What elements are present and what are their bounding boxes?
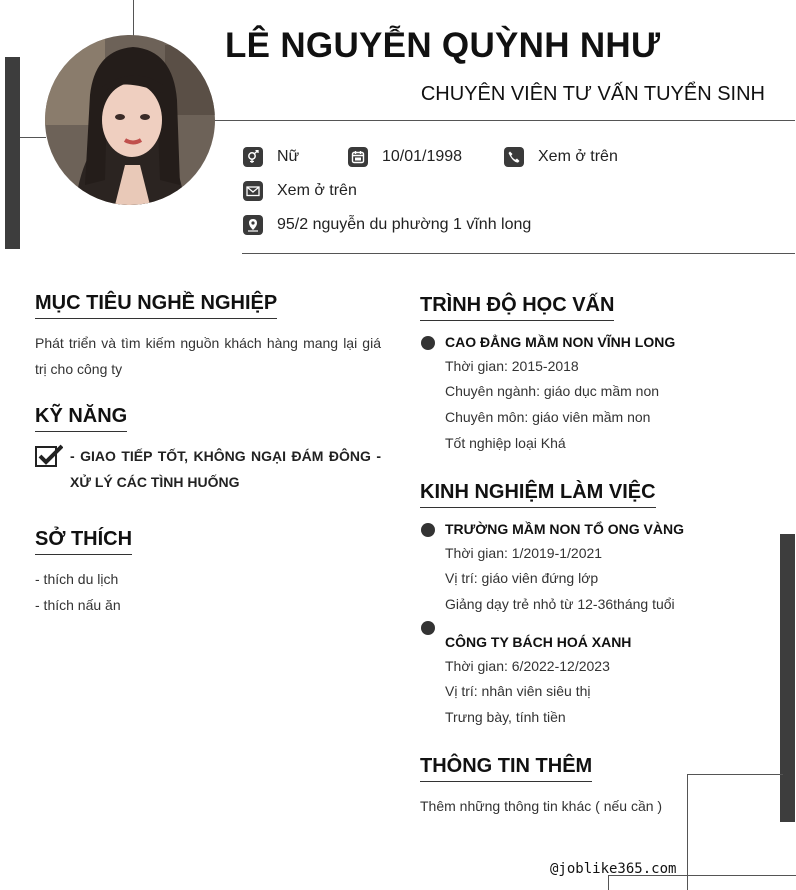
company-name: CÔNG TY BÁCH HOÁ XANH bbox=[445, 634, 632, 650]
gender-value: Nữ bbox=[277, 148, 300, 165]
birthday-value: 10/01/1998 bbox=[382, 148, 463, 165]
phone-icon bbox=[504, 147, 524, 167]
email-value: Xem ở trên bbox=[277, 182, 357, 199]
gender-icon bbox=[243, 147, 263, 167]
location-pin-icon bbox=[243, 215, 263, 235]
job-detail: Trưng bày, tính tiền bbox=[445, 709, 566, 725]
education-detail: Tốt nghiệp loại Khá bbox=[445, 435, 566, 451]
address-value: 95/2 nguyễn du phường 1 vĩnh long bbox=[277, 216, 532, 233]
timeline-bullet bbox=[421, 336, 435, 350]
job-detail: Thời gian: 6/2022-12/2023 bbox=[445, 658, 610, 674]
job-title: CHUYÊN VIÊN TƯ VẤN TUYỂN SINH bbox=[420, 83, 765, 105]
avatar bbox=[45, 35, 215, 205]
decorative-frame bbox=[608, 875, 796, 890]
checkbox-checked-icon bbox=[35, 444, 63, 468]
objective-title: MỤC TIÊU NGHỀ NGHIỆP bbox=[35, 292, 277, 319]
extra-info-text: Thêm những thông tin khác ( nếu cần ) bbox=[420, 798, 663, 814]
education-detail: Chuyên môn: giáo viên mầm non bbox=[445, 409, 651, 425]
top-divider-line bbox=[133, 0, 134, 36]
watermark: @joblike365.com bbox=[550, 861, 677, 877]
education-title: TRÌNH ĐỘ HỌC VẤN bbox=[420, 294, 614, 321]
candidate-name: LÊ NGUYỄN QUỲNH NHƯ bbox=[225, 26, 661, 65]
timeline-bullet bbox=[421, 621, 435, 635]
job-detail: Vị trí: giáo viên đứng lớp bbox=[445, 570, 599, 586]
decorative-frame bbox=[687, 774, 783, 890]
hobby-item: - thích nấu ăn bbox=[35, 597, 121, 613]
avatar-connector-line bbox=[20, 137, 46, 138]
hobby-item: - thích du lịch bbox=[35, 571, 119, 587]
education-detail: Chuyên ngành: giáo dục mầm non bbox=[445, 383, 660, 399]
education-detail: Thời gian: 2015-2018 bbox=[445, 358, 579, 374]
school-name: CAO ĐẲNG MẦM NON VĨNH LONG bbox=[445, 334, 676, 350]
timeline-bullet bbox=[421, 523, 435, 537]
job-detail: Vị trí: nhân viên siêu thị bbox=[445, 683, 591, 699]
extra-info-title: THÔNG TIN THÊM bbox=[420, 755, 592, 782]
contact-divider bbox=[242, 253, 795, 254]
job-detail: Giảng dạy trẻ nhỏ từ 12-36tháng tuổi bbox=[445, 596, 675, 612]
skills-text: - GIAO TIẾP TỐT, KHÔNG NGẠI ĐÁM ĐÔNG - XỬ LÝ CÁC TÌNH HUỐNG bbox=[70, 448, 381, 490]
email-icon bbox=[243, 181, 263, 201]
phone-value: Xem ở trên bbox=[538, 148, 618, 165]
calendar-icon bbox=[348, 147, 368, 167]
company-name: TRƯỜNG MẦM NON TỔ ONG VÀNG bbox=[445, 521, 684, 537]
objective-text: Phát triển và tìm kiếm nguồn khách hàng mang lại giá trị cho công ty bbox=[35, 335, 381, 377]
hobbies-title: SỞ THÍCH bbox=[35, 528, 132, 555]
header-divider bbox=[215, 120, 795, 121]
left-accent-bar bbox=[5, 57, 20, 249]
job-detail: Thời gian: 1/2019-1/2021 bbox=[445, 545, 603, 561]
experience-title: KINH NGHIỆM LÀM VIỆC bbox=[420, 481, 656, 508]
skills-title: KỸ NĂNG bbox=[35, 405, 127, 432]
